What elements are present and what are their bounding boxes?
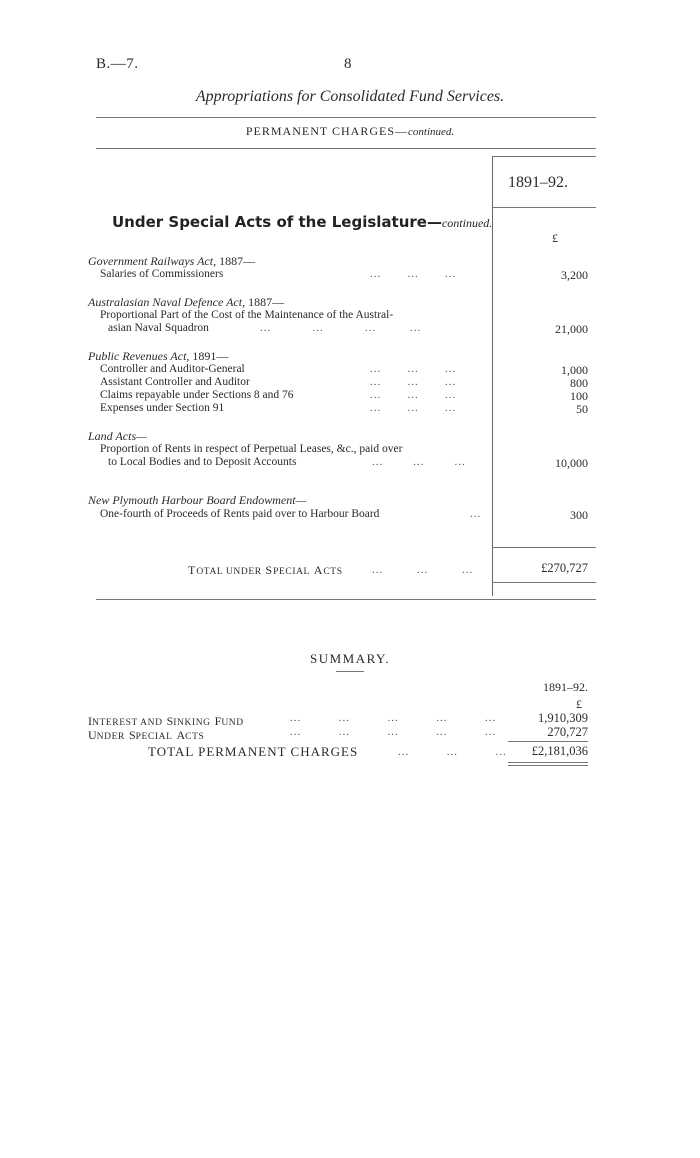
item-description-continued: to Local Bodies and to Deposit Accounts [108, 456, 297, 468]
item-amount: 3,200 [561, 268, 588, 282]
item-description: Claims repayable under Sections 8 and 76 [100, 389, 294, 401]
act-heading: Australasian Naval Defence Act, 1887— [88, 295, 285, 309]
column-year-header: 1891–92. [508, 174, 568, 191]
leader-dots: ... [470, 508, 482, 520]
act-heading: Public Revenues Act, 1891— [88, 349, 229, 363]
item-description: Proportion of Rents in respect of Perpetual Leases, &c., paid over [100, 443, 403, 455]
item-description: One-fourth of Proceeds of Rents paid over to Harbour Board [100, 508, 380, 520]
item-amount: 800 [570, 376, 588, 390]
act-heading: Government Railways Act, 1887— [88, 254, 256, 268]
summary-row-amount: 1,910,309 [538, 711, 588, 725]
summary-row-amount: 270,727 [547, 725, 588, 739]
summary-subtotal-rule [508, 741, 588, 742]
summary-underline [336, 671, 364, 672]
leader-dots: ... ... ... [372, 564, 474, 576]
item-amount: 50 [576, 402, 588, 416]
leader-dots: ... ... ... [370, 363, 457, 375]
leader-dots: ... ... ... ... ... [290, 712, 497, 724]
leader-dots: ... ... ... [370, 389, 457, 401]
total-top-rule [492, 547, 596, 548]
act-heading: New Plymouth Harbour Board Endowment— [88, 493, 307, 507]
column-currency: £ [552, 231, 558, 245]
year-rule [492, 207, 596, 208]
title-rule [96, 117, 596, 118]
leader-dots: ... ... ... ... ... [290, 726, 497, 738]
item-description: Controller and Auditor-General [100, 363, 245, 375]
total-amount: £270,727 [541, 561, 588, 575]
summary-title: SUMMARY. [309, 651, 391, 666]
heading-rule [96, 148, 596, 149]
grand-total-amount: £2,181,036 [531, 744, 588, 758]
item-amount: 10,000 [555, 456, 588, 470]
item-amount: 300 [570, 508, 588, 522]
section-heading: PERMANENT CHARGES—continued. [245, 124, 455, 138]
leader-dots: ... ... ... [370, 376, 457, 388]
act-heading: Land Acts— [88, 429, 147, 443]
summary-year: 1891–92. [543, 680, 588, 694]
table-bottom-rule [96, 599, 596, 600]
item-description-continued: asian Naval Squadron [108, 322, 209, 334]
item-description: Assistant Controller and Auditor [100, 376, 250, 388]
total-bottom-rule [492, 582, 596, 583]
leader-dots: ... ... ... [370, 268, 457, 280]
summary-row-label: UNDER SPECIAL ACTS [88, 728, 205, 742]
leader-dots: ... ... ... [398, 746, 507, 758]
leader-dots: ... ... ... [372, 456, 466, 468]
item-amount: 1,000 [561, 363, 588, 377]
leader-dots: ... ... ... ... [260, 322, 422, 334]
summary-currency: £ [576, 697, 582, 711]
column-top-rule [492, 156, 596, 157]
grand-total-rule-1 [508, 762, 588, 763]
item-amount: 100 [570, 389, 588, 403]
grand-total-label: TOTAL PERMANENT CHARGES [148, 744, 359, 759]
item-description: Proportional Part of the Cost of the Maintenance of the Austral- [100, 309, 394, 321]
document-reference: B.—7. [96, 56, 139, 72]
item-description: Salaries of Commissioners [100, 268, 224, 280]
total-label: TOTAL UNDER SPECIAL ACTS [188, 563, 343, 577]
leader-dots: ... ... ... [370, 402, 457, 414]
page-number: 8 [344, 56, 352, 72]
page-title: Appropriations for Consolidated Fund Services. [195, 88, 505, 105]
item-description: Expenses under Section 91 [100, 402, 225, 414]
grand-total-rule-2 [508, 765, 588, 766]
item-amount: 21,000 [555, 322, 588, 336]
summary-row-label: INTEREST AND SINKING FUND [88, 714, 244, 728]
special-acts-heading: Under Special Acts of the Legislature—continued. [112, 213, 493, 231]
